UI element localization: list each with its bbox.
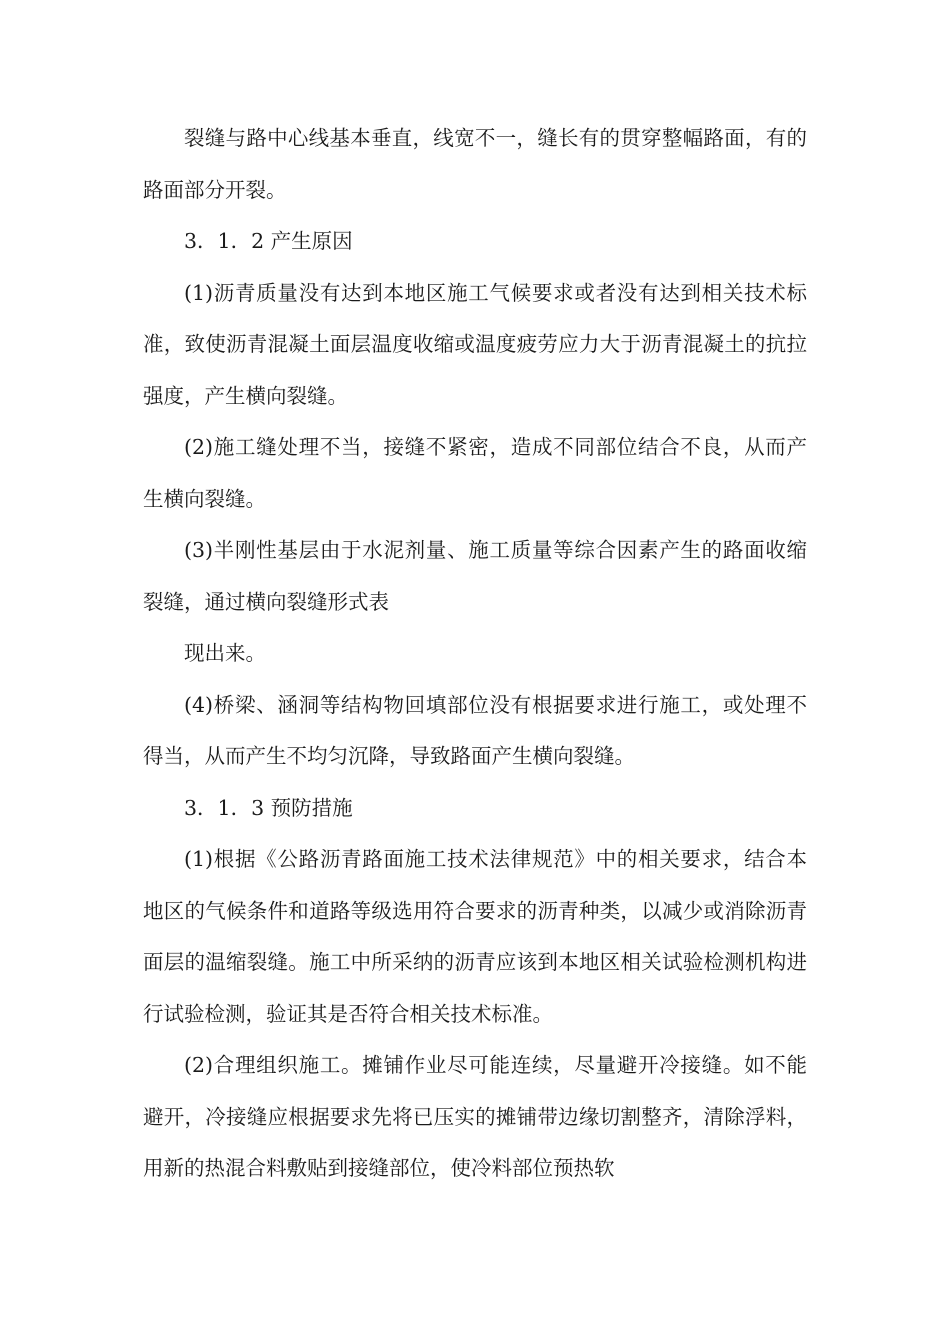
section-heading-causes: 3．1．2 产生原因	[184, 229, 353, 253]
paragraph-cause-3: (3)半刚性基层由于水泥剂量、施工质量等综合因素产生的路面收缩裂缝，通过横向裂缝形式表	[143, 538, 807, 614]
paragraph-prevention-2: (2)合理组织施工。摊铺作业尽可能连续，尽量避开冷接缝。如不能避开，冷接缝应根据要求先将已压实的摊铺带边缘切割整齐，清除浮料，用新的热混合料敷贴到接缝部位，使冷料部位预热软	[143, 1053, 807, 1180]
paragraph-cause-4: (4)桥梁、涵洞等结构物回填部位没有根据要求进行施工，或处理不得当，从而产生不均匀沉降，导致路面产生横向裂缝。	[143, 692, 807, 768]
paragraph-cause-3-continuation: 现出来。	[184, 641, 266, 665]
paragraph-cause-2: (2)施工缝处理不当，接缝不紧密，造成不同部位结合不良，从而产生横向裂缝。	[143, 435, 807, 511]
paragraph-prevention-1: (1)根据《公路沥青路面施工技术法律规范》中的相关要求，结合本地区的气候条件和道路等级选用符合要求的沥青种类，以减少或消除沥青面层的温缩裂缝。施工中所采纳的沥青应该到本地区相关试验检测机构进行试验检测，验证其是否符合相关技术标准。	[143, 847, 807, 1026]
paragraph-crack-description: 裂缝与路中心线基本垂直，线宽不一，缝长有的贯穿整幅路面，有的路面部分开裂。	[143, 126, 807, 202]
section-heading-prevention: 3．1．3 预防措施	[184, 795, 353, 820]
document-body	[143, 113, 807, 1195]
paragraph-cause-1: (1)沥青质量没有达到本地区施工气候要求或者没有达到相关技术标准，致使沥青混凝土面层温度收缩或温度疲劳应力大于沥青混凝土的抗拉强度，产生横向裂缝。	[143, 280, 807, 408]
